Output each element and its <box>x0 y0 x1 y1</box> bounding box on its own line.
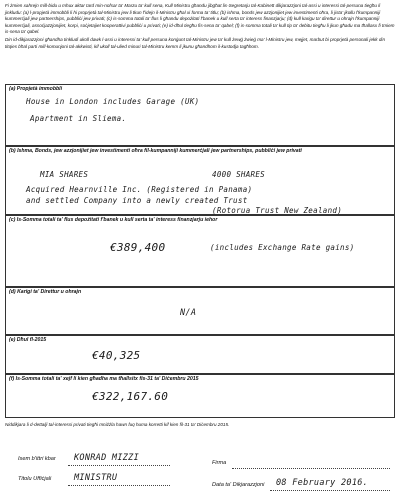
section-a-entry-1: House in London includes Garage (UK) <box>26 97 200 106</box>
section-c-title: (c) Is-Somma totali ta' flus depożitati f'banek u kull serta ta' interess finanzjarju iehor <box>9 217 218 223</box>
name-label: Isem b'ittri kbar <box>18 456 56 462</box>
date-label: Data ta' Dikjarazzjoni <box>212 482 265 488</box>
section-a-title: (a) Propjetà immobbli <box>9 86 63 92</box>
section-c-amount: €389,400 <box>110 241 166 254</box>
section-c-note: (includes Exchange Rate gains) <box>210 243 355 252</box>
signature-underline <box>232 468 390 469</box>
title-value: MINISTRU <box>74 473 118 483</box>
section-debts <box>5 374 395 418</box>
section-b-line-4: (Rotorua Trust New Zealand) <box>212 206 343 215</box>
title-label: Titolu Uffiċjali <box>18 476 52 482</box>
name-value: KONRAD MIZZI <box>74 453 140 463</box>
section-b-shares-name: MIA SHARES <box>40 170 89 179</box>
section-income <box>5 335 395 374</box>
section-f-amount: €322,167.60 <box>92 390 169 403</box>
date-underline <box>270 490 390 491</box>
intro-text <box>5 3 395 50</box>
intro-paragraph-2: Din id-dikjarazzjoni għandha tinkludi ukoll dawk l-assi u interessi ta' kull persuna konġunt tal-Ministru jew ta' kull żewġ żwieġ ma' l-Ministru jew, mejjet, marbut bi proprjetà personali jekk din titqies bħal parti mill-komunjoni tal-akkwisti, kif ukoll tal-ulied minuri tal-Ministru kemm li jkunu għandhom il-kustodja tagħhom. <box>5 36 385 49</box>
section-d-value: N/A <box>180 308 197 318</box>
section-a-entry-2: Apartment in Sliema. <box>30 114 127 123</box>
section-b-line-3: and settled Company into a newly created Trust <box>26 196 248 205</box>
title-underline <box>68 485 170 486</box>
section-directorships <box>5 287 395 335</box>
section-e-title: (e) Dħul fl-2015 <box>9 337 47 343</box>
section-e-amount: €40,325 <box>92 349 141 362</box>
section-b-line-2: Acquired Hearnville Inc. (Registered in Panama) <box>26 185 253 194</box>
section-d-title: (d) Karigi ta' Direttur u ohrajn <box>9 289 82 295</box>
section-f-title: (f) Is-Somma totali ta' xejf li kien għadha ma tħallsitx fis-31 ta' Diċembru 2015 <box>9 376 199 382</box>
signature-label: Firma <box>212 460 227 466</box>
section-b-shares-qty: 4000 SHARES <box>212 170 265 179</box>
date-value: 08 February 2016. <box>276 478 369 488</box>
declaration-statement: Niddikjara li d-dettalji tal-interessi privati tiegħi mniżżla hawn fuq huma korretti kif kien fil-31 ta' Diċembru 2015. <box>5 422 230 427</box>
name-underline <box>68 465 170 466</box>
section-b-title: (b) Ishma, Bonds, jew azzjonijiet jew investimenti oħra fil-kumpanniji kummerċjali jew partnerships, pubbliċi jew privati <box>9 148 302 154</box>
intro-paragraph-1: Fi żmien xahrejn mill-bidu u mhux aktar tard min-nofsar ta' Marzu ta' kull sena, Kull Ministru għandu jibgħat lis-Segretarju tal-Kabinett dikjarazzjoni tal-assi u interessi tal-persuna tiegħu li jinkludu: (a) l-propjetà immobbli li hi proprjetà tal-Ministru jew li tkun f'idejn il-Ministru għal xi forma ta' titlu; (b) ishma, bonds jew azzjonijiet jew investimenti oħra, li jista' jkollu f'kumpanniji kummerċjali jew partnerships, pubbliċi jew privati; (c) is-somma totali ta' flus li għandu depożitati f'banek u kull serta ta' interess finanzjarju; (d) kull karigu ta' direttur u ohrajn f'kumpanniji kummerċjali, assoċjazzjonijiet, korpi, soċjetajiet kooperattivi pubbliċi u privati; (e) id-dħul tiegħu fis-sena ta' qabel; (f) is-somma totali ta' kull tip ta' debitu tiegħu li jkun għadu ma tħallasx fi tmiem is-sena ta' qabel. <box>5 3 395 35</box>
